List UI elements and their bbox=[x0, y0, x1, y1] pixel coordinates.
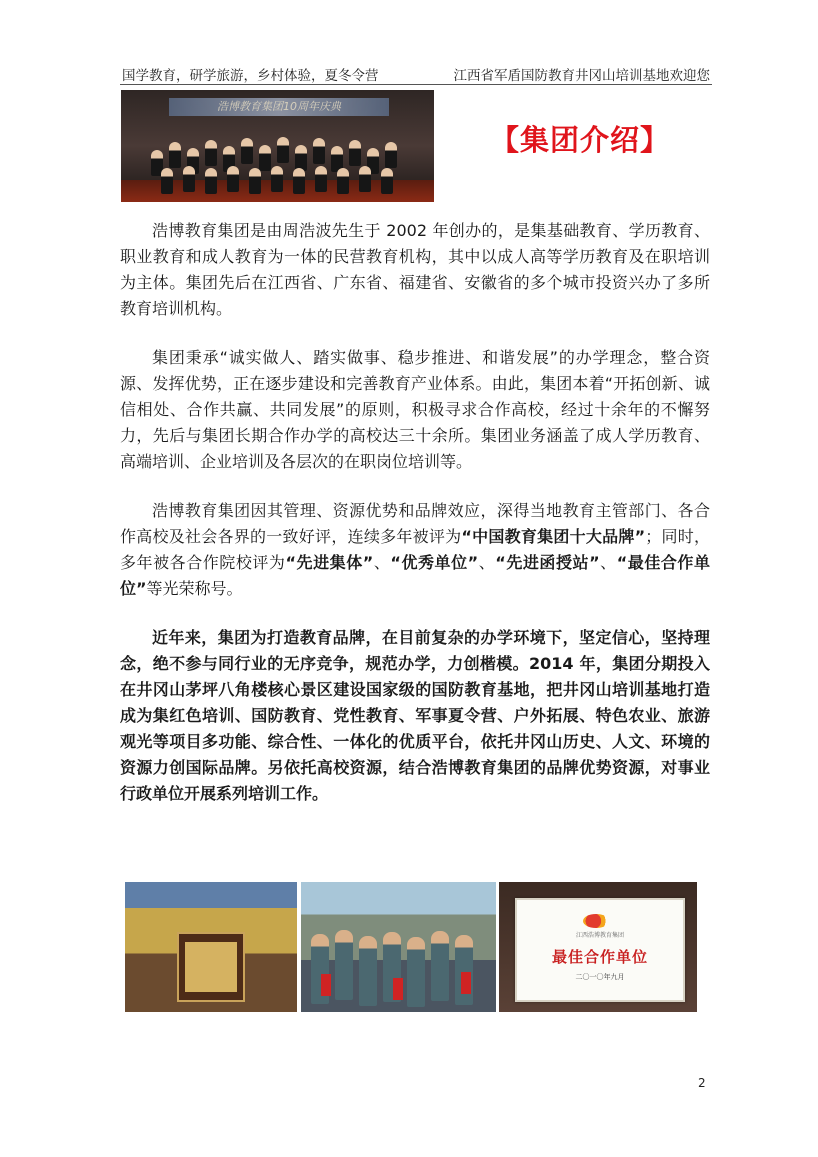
header-left-text: 国学教育，研学旅游，乡村体验，夏冬令营 bbox=[122, 68, 379, 84]
person bbox=[335, 930, 353, 1000]
paragraph-philosophy: 集团秉承“诚实做人、踏实做事、稳步推进、和谐发展”的办学理念，整合资源、发挥优势，正在逐步建设和完善教育产业体系。由此，集团本着“开拓创新、诚信相处、合作共赢、共同发展”的原则，积极寻求合作高校，经过十余年的不懈努力，先后与集团长期合作办学的高校达三十余所。集团业务涵盖了成人学历教育、高端培训、企业培训及各层次的在职岗位培训等。 bbox=[120, 348, 710, 471]
group-anniversary-photo bbox=[121, 90, 434, 202]
best-partner-plaque bbox=[515, 898, 685, 1002]
person bbox=[183, 166, 195, 192]
honors-text: 浩博教育集团因其管理、资源优势和品牌效应，深得当地教育主管部门、各合作高校及社会各界的一致好评，连续多年被评为 bbox=[120, 501, 710, 546]
section-title: 【集团介绍】 bbox=[490, 123, 671, 157]
paragraph-recent-development: 近年来，集团为打造教育品牌，在目前复杂的办学环境下，坚定信心，坚持理念，绝不参与同行业的无序竞争，规范办学，力创楷模。2014 年，集团分期投入在井冈山茅坪八角楼核心景区建设国家级的国防教育基地，把井冈山培训基地打造成为集红色培训、国防教育、党性教育、军事夏令营、户外拓展、特色农业、旅游观光等项目多功能、综合性、一体化的优质平台，依托井冈山历史、人文、环境的资源力创国际品牌。另依托高校资源，结合浩博教育集团的品牌优势资源，对事业行政单位开展系列培训工作。 bbox=[120, 628, 710, 803]
red-flag bbox=[393, 978, 403, 1000]
award-plaque-photo bbox=[499, 882, 697, 1012]
person bbox=[227, 166, 239, 192]
honor-top-brand: “中国教育集团十大品牌” bbox=[461, 527, 646, 546]
person bbox=[277, 137, 289, 163]
person bbox=[205, 168, 217, 194]
person bbox=[169, 142, 181, 168]
plaque-org: 江西浩博教育集团 bbox=[575, 932, 624, 939]
separator: 、 bbox=[478, 553, 496, 572]
person bbox=[455, 935, 473, 1005]
org-logo-icon bbox=[583, 914, 609, 928]
award-ceremony-photo bbox=[125, 882, 297, 1012]
militia-uniform-photo bbox=[301, 882, 496, 1012]
person bbox=[349, 140, 361, 166]
person bbox=[359, 166, 371, 192]
red-flag bbox=[461, 972, 471, 994]
anniversary-banner: 浩博教育集团10周年庆典 bbox=[169, 98, 389, 116]
header-right-text: 江西省军盾国防教育井冈山培训基地欢迎您 bbox=[453, 68, 710, 84]
paragraph-honors bbox=[120, 498, 710, 602]
person bbox=[359, 936, 377, 1006]
person bbox=[249, 168, 261, 194]
person bbox=[293, 168, 305, 194]
person bbox=[295, 145, 307, 171]
paragraph-intro: 浩博教育集团是由周浩波先生于 2002 年创办的，是集基础教育、学历教育、职业教育和成人教育为一体的民营教育机构，其中以成人高等学历教育及在职培训为主体。集团先后在江西省、广东省、福建省、安徽省的多个城市投资兴办了多所教育培训机构。 bbox=[120, 221, 710, 318]
person bbox=[271, 166, 283, 192]
honors-text: ；同时，多年被各合作院校评为 bbox=[120, 527, 710, 572]
page-header bbox=[120, 62, 712, 85]
person bbox=[337, 168, 349, 194]
person bbox=[385, 142, 397, 168]
red-flag bbox=[321, 974, 331, 996]
person bbox=[161, 168, 173, 194]
page-number: 2 bbox=[698, 1076, 706, 1090]
separator: 、 bbox=[373, 553, 391, 572]
plaque-title: 最佳合作单位 bbox=[551, 948, 648, 966]
person bbox=[313, 138, 325, 164]
person bbox=[259, 145, 271, 171]
person bbox=[407, 937, 425, 1007]
honor-advanced-collective: “先进集体” bbox=[285, 553, 374, 572]
plaque-date: 二〇一〇年九月 bbox=[575, 973, 625, 981]
honor-excellent-unit: “优秀单位” bbox=[390, 553, 479, 572]
main-content bbox=[120, 218, 710, 830]
award-plaque-held bbox=[177, 932, 245, 1002]
person bbox=[381, 168, 393, 194]
person bbox=[241, 138, 253, 164]
person bbox=[315, 166, 327, 192]
person bbox=[205, 140, 217, 166]
separator: 、 bbox=[599, 553, 617, 572]
honor-advanced-station: “先进函授站” bbox=[495, 553, 600, 572]
honor-best-partner: “最佳合作单位” bbox=[120, 553, 710, 598]
person bbox=[431, 931, 449, 1001]
photo-strip bbox=[125, 882, 697, 1012]
honors-text: 等光荣称号。 bbox=[146, 579, 243, 598]
